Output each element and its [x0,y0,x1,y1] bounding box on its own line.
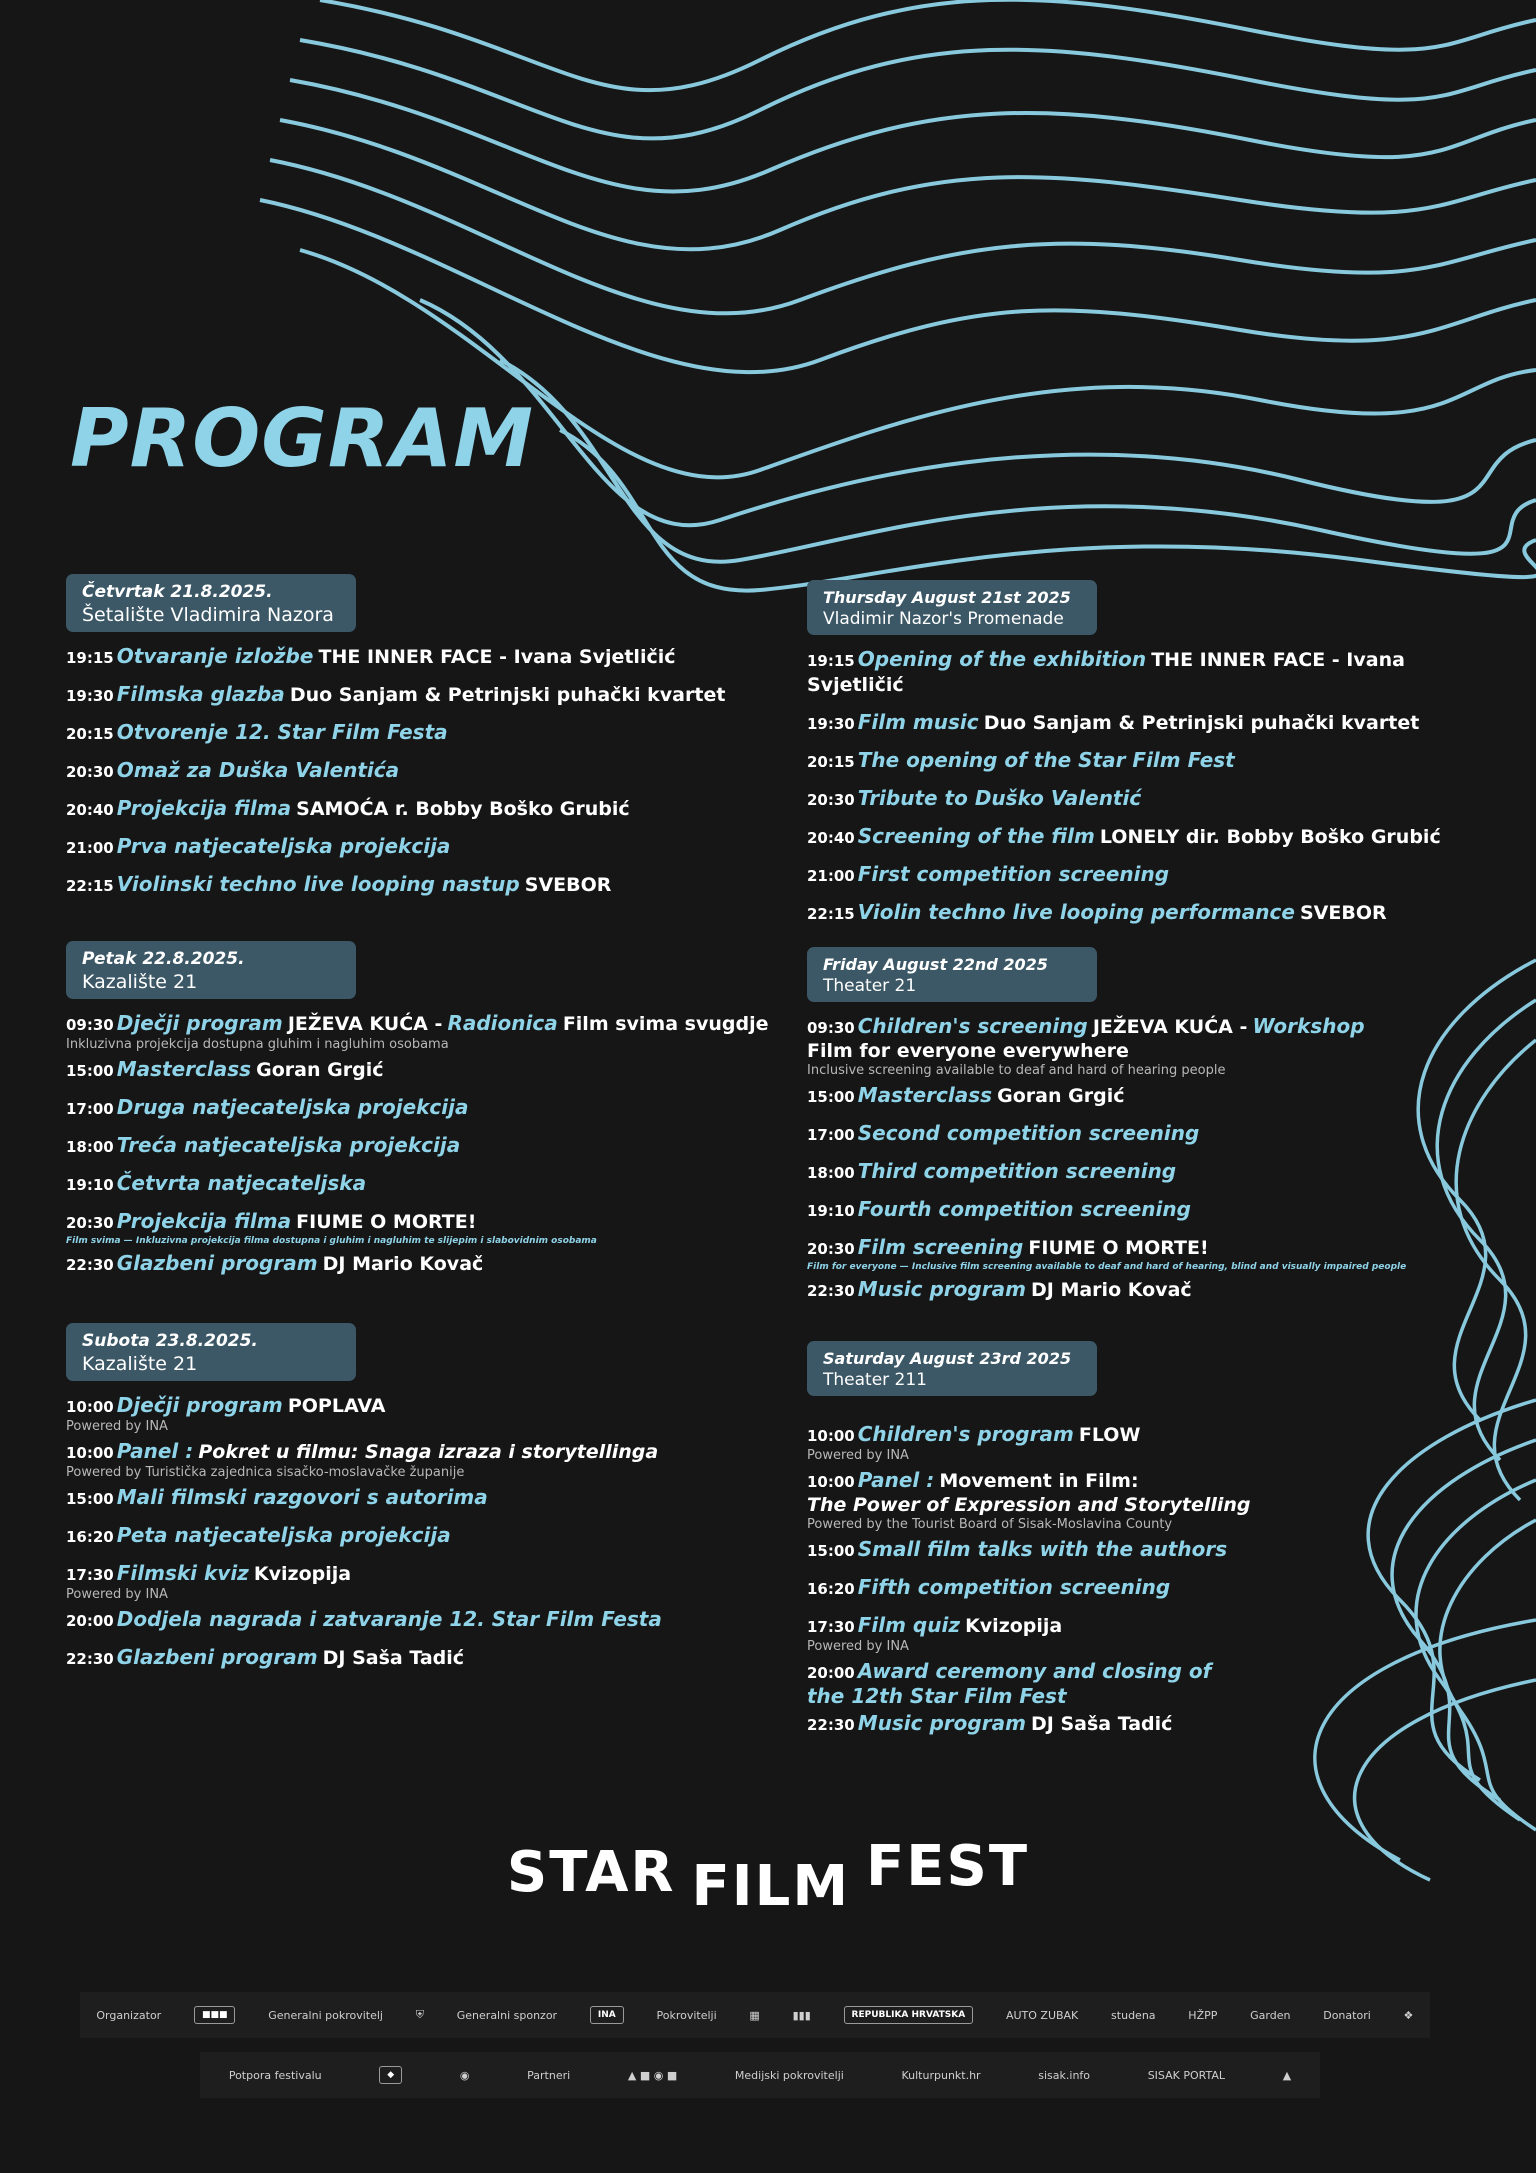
event-title: Dodjela nagrada i zatvaranje 12. Star Film Festa [116,1607,662,1631]
event-time: 20:40 [66,801,114,819]
event-item [807,1277,1507,1303]
event-title: Masterclass [116,1057,252,1081]
event-title: Projekcija filma [116,1209,292,1233]
sponsor-label: Generalni sponzor [456,2008,558,2022]
media-logo: sisak.info [1038,2068,1091,2082]
festival-logo [0,1834,1536,1919]
sponsors-row [80,1992,1430,2038]
sponsor-label: Organizator [96,2008,162,2022]
event-time: 15:00 [807,1542,855,1560]
event-note: Powered by INA [66,1419,168,1434]
event-time: 17:30 [807,1618,855,1636]
event-title: Music program [857,1277,1026,1301]
event-title: Četvrta natjecateljska [116,1171,367,1195]
event-item [807,1468,1507,1533]
day-date: Četvrtak 21.8.2025. [82,582,273,602]
event-item [807,900,1507,926]
event-title: Second competition screening [857,1121,1200,1145]
day-header [807,947,1097,1002]
event-detail: SVEBOR [524,874,612,896]
event-item [66,644,786,670]
day-date: Friday August 22nd 2025 [823,955,1048,974]
event-item [66,1439,786,1481]
event-item [66,872,786,898]
event-time: 17:00 [66,1100,114,1118]
event-list [807,1014,1507,1303]
day-block [66,1323,786,1683]
event-item [66,758,786,784]
event-item [807,647,1507,698]
event-item [66,1485,786,1511]
event-title: Film screening [857,1235,1024,1259]
event-note: Powered by INA [807,1639,909,1654]
event-time: 17:00 [807,1126,855,1144]
day-date: Petak 22.8.2025. [82,949,245,969]
event-item [66,1209,786,1247]
sponsor-label: Potpora festivalu [228,2068,322,2082]
event-title: Fourth competition screening [857,1197,1191,1221]
media-logo: Kulturpunkt.hr [901,2068,981,2082]
event-item [66,1095,786,1121]
event-note: Film svima — Inkluzivna projekcija filma dostupna i gluhim i nagluhim te slijepim i slabovidnim osobama [66,1236,597,1246]
logo-word: STAR [506,1840,676,1905]
sponsors-row [200,2052,1320,2098]
event-time: 16:20 [807,1580,855,1598]
event-item [807,1121,1507,1147]
event-note: Powered by INA [66,1587,168,1602]
event-title: The opening of the Star Film Fest [857,748,1235,772]
event-item [807,862,1507,888]
day-block [66,941,786,1289]
sponsor-logo: studena [1111,2008,1156,2022]
event-title: Screening of the film [857,824,1095,848]
event-title: Peta natjecateljska projekcija [116,1523,451,1547]
day-block [66,574,786,910]
event-title: Glazbeni program [116,1251,318,1275]
day-header [807,1341,1097,1396]
day-header [807,580,1097,635]
event-time: 20:30 [66,763,114,781]
event-time: 22:30 [807,1282,855,1300]
event-detail: SVEBOR [1299,902,1387,924]
event-detail: JEŽEVA KUĆA - [287,1013,443,1035]
event-detail: Goran Grgić [997,1085,1125,1107]
event-note: Film for everyone — Inclusive film screening available to deaf and hard of hearing, blind and visually impaired people [807,1262,1407,1272]
donor-logo-icon: ❖ [1403,2008,1414,2022]
event-title: Otvaranje izložbe [116,644,314,668]
day-venue: Šetalište Vladimira Nazora [82,604,334,626]
event-item [66,834,786,860]
event-item [807,1159,1507,1185]
event-title: First competition screening [857,862,1170,886]
event-item [66,1393,786,1435]
event-title: Music program [857,1711,1026,1735]
event-detail: Goran Grgić [256,1059,384,1081]
event-time: 22:15 [66,877,114,895]
day-header [66,1323,356,1381]
event-time: 19:30 [807,715,855,733]
event-detail: Duo Sanjam & Petrinjski puhački kvartet [289,684,726,706]
event-time: 22:30 [807,1716,855,1734]
sponsor-label: Generalni pokrovitelj [268,2008,383,2022]
event-item [807,1575,1507,1601]
event-item [807,1014,1507,1079]
event-detail: Kvizopija [965,1615,1063,1637]
event-time: 19:15 [66,649,114,667]
day-venue: Theater 211 [823,1370,928,1390]
sponsor-label: Partneri [527,2068,571,2082]
event-time: 09:30 [807,1019,855,1037]
event-detail: DJ Mario Kovač [1031,1279,1192,1301]
event-title: Small film talks with the authors [857,1537,1228,1561]
event-item [807,824,1507,850]
day-date: Subota 23.8.2025. [82,1331,258,1351]
sponsor-label: Medijski pokrovitelji [734,2068,844,2082]
event-detail: JEŽEVA KUĆA - [1092,1016,1248,1038]
event-item [807,1197,1507,1223]
day-block [807,947,1507,1315]
event-item [66,682,786,708]
sponsor-logo: ▮▮▮ [792,2008,811,2022]
sponsor-logo: Garden [1250,2008,1291,2022]
page-title: PROGRAM [70,392,535,485]
event-item [807,1613,1507,1655]
event-time: 20:30 [807,791,855,809]
event-list [66,1393,786,1671]
event-detail: SAMOĆA r. Bobby Boško Grubić [296,798,630,820]
event-item [807,1537,1507,1563]
event-time: 10:00 [807,1473,855,1491]
event-item [66,1011,786,1053]
event-detail: Movement in Film: [939,1470,1139,1492]
event-time: 18:00 [807,1164,855,1182]
event-time: 15:00 [807,1088,855,1106]
event-detail: Film svima svugdje [562,1013,769,1035]
event-time: 21:00 [807,867,855,885]
event-list [66,1011,786,1277]
event-title: Projekcija filma [116,796,292,820]
day-date: Saturday August 23rd 2025 [823,1349,1072,1368]
organizer-logo: ■■■ [194,2006,236,2024]
event-item [807,1422,1507,1464]
event-note: Powered by Turistička zajednica sisačko-moslavačke županije [66,1465,465,1480]
event-detail: FIUME O MORTE! [296,1211,477,1233]
event-title: Tribute to Duško Valentić [857,786,1142,810]
event-time: 20:00 [807,1664,855,1682]
event-time: 10:00 [807,1427,855,1445]
sponsor-logo: AUTO ZUBAK [1005,2008,1079,2022]
day-venue: Kazalište 21 [82,1353,198,1375]
event-detail: THE INNER FACE - Ivana Svjetličić [807,649,1405,696]
event-time: 09:30 [66,1016,114,1034]
day-venue: Kazalište 21 [82,971,198,993]
event-item [66,1561,786,1603]
event-title: Otvorenje 12. Star Film Festa [116,720,448,744]
event-detail: POPLAVA [287,1395,386,1417]
event-detail: Pokret u filmu: Snaga izraza i storytellinga [198,1441,659,1463]
event-item [66,1251,786,1277]
event-title: Druga natjecateljska projekcija [116,1095,469,1119]
event-title: Workshop [1252,1014,1365,1038]
day-header [66,941,356,999]
event-title: Film quiz [857,1613,960,1637]
ina-logo: INA [590,2006,624,2024]
event-time: 20:15 [66,725,114,743]
event-list [66,644,786,898]
event-item [66,1171,786,1197]
event-title: Mali filmski razgovori s autorima [116,1485,488,1509]
event-title: the 12th Star Film Fest [807,1684,1067,1708]
event-note: Inclusive screening available to deaf and hard of hearing people [807,1063,1226,1078]
event-time: 10:00 [66,1444,114,1462]
event-item [807,1711,1507,1737]
event-detail: FLOW [1078,1424,1141,1446]
event-item [66,1057,786,1083]
sponsor-label: Donatori [1323,2008,1371,2022]
event-title: Dječji program [116,1393,283,1417]
event-time: 22:30 [66,1256,114,1274]
event-title: Violinski techno live looping nastup [116,872,520,896]
event-time: 18:00 [66,1138,114,1156]
sponsor-logo: HŽPP [1188,2008,1218,2022]
partner-logo: ▲ ■ ◉ ■ [627,2068,678,2082]
event-time: 21:00 [66,839,114,857]
event-title: Panel : [857,1468,935,1492]
event-title: Treća natjecateljska projekcija [116,1133,461,1157]
event-item [66,796,786,822]
event-item [807,1659,1507,1707]
event-time: 20:30 [66,1214,114,1232]
event-item [66,1133,786,1159]
event-item [66,720,786,746]
event-time: 20:00 [66,1612,114,1630]
event-detail: Duo Sanjam & Petrinjski puhački kvartet [983,712,1420,734]
event-time: 20:30 [807,1240,855,1258]
event-time: 19:10 [807,1202,855,1220]
event-detail: DJ Saša Tadić [322,1647,465,1669]
event-time: 16:20 [66,1528,114,1546]
event-item [66,1523,786,1549]
city-crest-icon: ⛨ [415,2008,424,2021]
event-item [807,748,1507,774]
event-title: Violin techno live looping performance [857,900,1295,924]
event-item [807,1083,1507,1109]
event-detail: DJ Mario Kovač [322,1253,484,1275]
event-time: 19:15 [807,652,855,670]
event-list [807,647,1507,926]
event-title: Third competition screening [857,1159,1177,1183]
sponsor-label: Pokrovitelji [656,2008,717,2022]
sponsor-logo: ◉ [459,2068,470,2082]
event-title: Glazbeni program [116,1645,318,1669]
event-detail: The Power of Expression and Storytelling [807,1494,1251,1516]
event-detail: Kvizopija [253,1563,352,1585]
event-detail: LONELY dir. Bobby Boško Grubić [1099,826,1441,848]
event-detail: DJ Saša Tadić [1031,1713,1173,1735]
event-title: Masterclass [857,1083,993,1107]
event-time: 22:30 [66,1650,114,1668]
day-header [66,574,356,632]
event-detail: THE INNER FACE - Ivana Svjetličić [318,646,676,668]
day-date: Thursday August 21st 2025 [823,588,1071,607]
event-list [807,1422,1507,1737]
event-item [807,1235,1507,1273]
event-title: Film music [857,710,979,734]
event-time: 15:00 [66,1490,114,1508]
event-time: 10:00 [66,1398,114,1416]
sponsor-logo: ◆ [379,2066,402,2084]
event-note: Powered by INA [807,1448,909,1463]
event-title: Children's program [857,1422,1074,1446]
logo-word: FILM [691,1854,851,1919]
event-time: 19:30 [66,687,114,705]
event-detail: Film for everyone everywhere [807,1040,1129,1062]
event-item [66,1645,786,1671]
event-time: 19:10 [66,1176,114,1194]
event-item [807,710,1507,736]
event-time: 20:40 [807,829,855,847]
event-title: Award ceremony and closing of [857,1659,1212,1683]
event-title: Filmska glazba [116,682,285,706]
day-block [807,580,1507,938]
event-note: Inkluzivna projekcija dostupna gluhim i nagluhim osobama [66,1037,449,1052]
event-detail: FIUME O MORTE! [1028,1237,1209,1259]
event-title: Prva natjecateljska projekcija [116,834,451,858]
event-item [66,1607,786,1633]
media-logo-icon: ▲ [1282,2068,1292,2082]
event-time: 17:30 [66,1566,114,1584]
logo-word: FEST [866,1834,1030,1899]
event-time: 22:15 [807,905,855,923]
day-block [807,1341,1507,1749]
media-logo: SISAK PORTAL [1147,2068,1226,2082]
event-title: Panel : [116,1439,194,1463]
croatia-crest-icon: ▦ [749,2008,760,2022]
day-venue: Theater 21 [823,976,917,996]
event-title: Filmski kviz [116,1561,249,1585]
event-note: Powered by the Tourist Board of Sisak-Moslavina County [807,1517,1173,1532]
event-item [807,786,1507,812]
event-title: Opening of the exhibition [857,647,1147,671]
event-title: Radionica [447,1011,558,1035]
sponsor-logo: REPUBLIKA HRVATSKA [844,2006,974,2024]
event-time: 20:15 [807,753,855,771]
event-title: Children's screening [857,1014,1088,1038]
event-title: Fifth competition screening [857,1575,1171,1599]
event-time: 15:00 [66,1062,114,1080]
event-title: Omaž za Duška Valentića [116,758,400,782]
event-title: Dječji program [116,1011,283,1035]
day-venue: Vladimir Nazor's Promenade [823,609,1064,629]
